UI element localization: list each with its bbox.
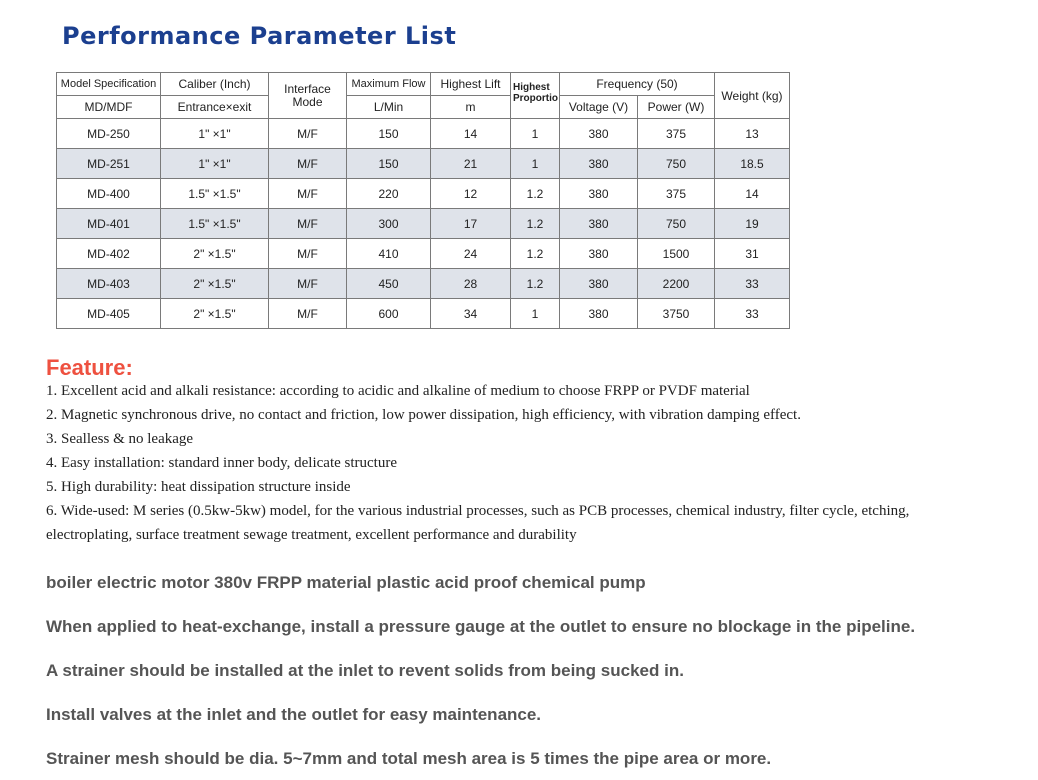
cell-voltage: 380 (560, 269, 638, 299)
header-highest-lift: Highest Lift (431, 73, 511, 96)
table-row (57, 149, 790, 179)
cell-mode: M/F (269, 119, 347, 149)
cell-lift: 28 (431, 269, 511, 299)
cell-power: 2200 (638, 269, 715, 299)
cell-voltage: 380 (560, 209, 638, 239)
cell-weight: 14 (715, 179, 790, 209)
cell-lift: 14 (431, 119, 511, 149)
cell-mode: M/F (269, 299, 347, 329)
feature-item-continued: electroplating, surface treatment sewage treatment, excellent performance and durability (46, 527, 577, 543)
cell-caliber: 1" ×1" (161, 119, 269, 149)
cell-mode: M/F (269, 179, 347, 209)
header-model-sub: MD/MDF (57, 96, 161, 119)
cell-voltage: 380 (560, 179, 638, 209)
table-row (57, 299, 790, 329)
cell-weight: 33 (715, 269, 790, 299)
cell-proportion: 1.2 (511, 179, 560, 209)
cell-weight: 19 (715, 209, 790, 239)
cell-model: MD-402 (57, 239, 161, 269)
cell-power: 750 (638, 209, 715, 239)
cell-proportion: 1 (511, 149, 560, 179)
cell-proportion: 1 (511, 299, 560, 329)
table-row (57, 209, 790, 239)
cell-power: 375 (638, 179, 715, 209)
cell-caliber: 2" ×1.5" (161, 269, 269, 299)
header-caliber: Caliber (Inch) (161, 73, 269, 96)
cell-caliber: 2" ×1.5" (161, 299, 269, 329)
page-title: Performance Parameter List (62, 22, 457, 50)
cell-mode: M/F (269, 149, 347, 179)
note-line: A strainer should be installed at the inlet to revent solids from being sucked in. (46, 661, 684, 680)
header-interface: Interface Mode (269, 73, 347, 119)
cell-lift: 12 (431, 179, 511, 209)
cell-model: MD-405 (57, 299, 161, 329)
feature-item: 4. Easy installation: standard inner body, delicate structure (46, 455, 398, 471)
table-subheader-row (57, 96, 790, 119)
cell-flow: 300 (347, 209, 431, 239)
cell-voltage: 380 (560, 239, 638, 269)
feature-item: 6. Wide-used: M series (0.5kw-5kw) model, for the various industrial processes, such as PCB processes, chemical industry, filter cycle, etching, (46, 503, 910, 519)
cell-proportion: 1.2 (511, 239, 560, 269)
cell-power: 3750 (638, 299, 715, 329)
feature-heading: Feature: (46, 355, 133, 380)
table-row (57, 239, 790, 269)
cell-power: 750 (638, 149, 715, 179)
cell-lift: 24 (431, 239, 511, 269)
header-weight: Weight (kg) (715, 73, 790, 119)
cell-voltage: 380 (560, 299, 638, 329)
header-caliber-sub: Entrance×exit (161, 96, 269, 119)
header-frequency: Frequency (50) (560, 73, 715, 96)
feature-item: 3. Sealless & no leakage (46, 431, 194, 447)
cell-caliber: 1" ×1" (161, 149, 269, 179)
performance-table (56, 72, 790, 329)
cell-weight: 31 (715, 239, 790, 269)
cell-proportion: 1.2 (511, 269, 560, 299)
note-line: When applied to heat-exchange, install a pressure gauge at the outlet to ensure no blockage in the pipeline. (46, 617, 916, 636)
table-row (57, 179, 790, 209)
header-voltage: Voltage (V) (560, 96, 638, 119)
header-lift-unit: m (431, 96, 511, 119)
cell-weight: 33 (715, 299, 790, 329)
feature-item: 2. Magnetic synchronous drive, no contact and friction, low power dissipation, high efficiency, with vibration damping effect. (46, 407, 801, 423)
feature-item: 1. Excellent acid and alkali resistance: according to acidic and alkaline of medium to choose FRPP or PVDF material (46, 383, 750, 399)
note-line: boiler electric motor 380v FRPP material plastic acid proof chemical pump (46, 573, 646, 592)
cell-flow: 410 (347, 239, 431, 269)
header-power: Power (W) (638, 96, 715, 119)
cell-mode: M/F (269, 209, 347, 239)
cell-proportion: 1.2 (511, 209, 560, 239)
table-row (57, 119, 790, 149)
cell-lift: 17 (431, 209, 511, 239)
cell-mode: M/F (269, 239, 347, 269)
cell-model: MD-251 (57, 149, 161, 179)
cell-voltage: 380 (560, 119, 638, 149)
header-model-spec: Model Specification (57, 73, 161, 96)
cell-lift: 21 (431, 149, 511, 179)
cell-voltage: 380 (560, 149, 638, 179)
cell-caliber: 1.5" ×1.5" (161, 179, 269, 209)
cell-caliber: 1.5" ×1.5" (161, 209, 269, 239)
cell-weight: 18.5 (715, 149, 790, 179)
note-line: Install valves at the inlet and the outlet for easy maintenance. (46, 705, 542, 724)
cell-flow: 600 (347, 299, 431, 329)
cell-power: 1500 (638, 239, 715, 269)
cell-lift: 34 (431, 299, 511, 329)
table-row (57, 269, 790, 299)
cell-flow: 150 (347, 149, 431, 179)
note-line: Strainer mesh should be dia. 5~7mm and total mesh area is 5 times the pipe area or more. (46, 749, 772, 768)
cell-flow: 450 (347, 269, 431, 299)
cell-model: MD-401 (57, 209, 161, 239)
header-highest-proportion: Highest Proportio (511, 73, 560, 119)
header-max-flow: Maximum Flow (347, 73, 431, 96)
feature-item: 5. High durability: heat dissipation structure inside (46, 479, 351, 495)
table-header-row (57, 73, 790, 96)
cell-caliber: 2" ×1.5" (161, 239, 269, 269)
cell-mode: M/F (269, 269, 347, 299)
cell-flow: 220 (347, 179, 431, 209)
cell-model: MD-250 (57, 119, 161, 149)
cell-power: 375 (638, 119, 715, 149)
cell-model: MD-403 (57, 269, 161, 299)
cell-proportion: 1 (511, 119, 560, 149)
cell-flow: 150 (347, 119, 431, 149)
cell-weight: 13 (715, 119, 790, 149)
header-flow-unit: L/Min (347, 96, 431, 119)
cell-model: MD-400 (57, 179, 161, 209)
